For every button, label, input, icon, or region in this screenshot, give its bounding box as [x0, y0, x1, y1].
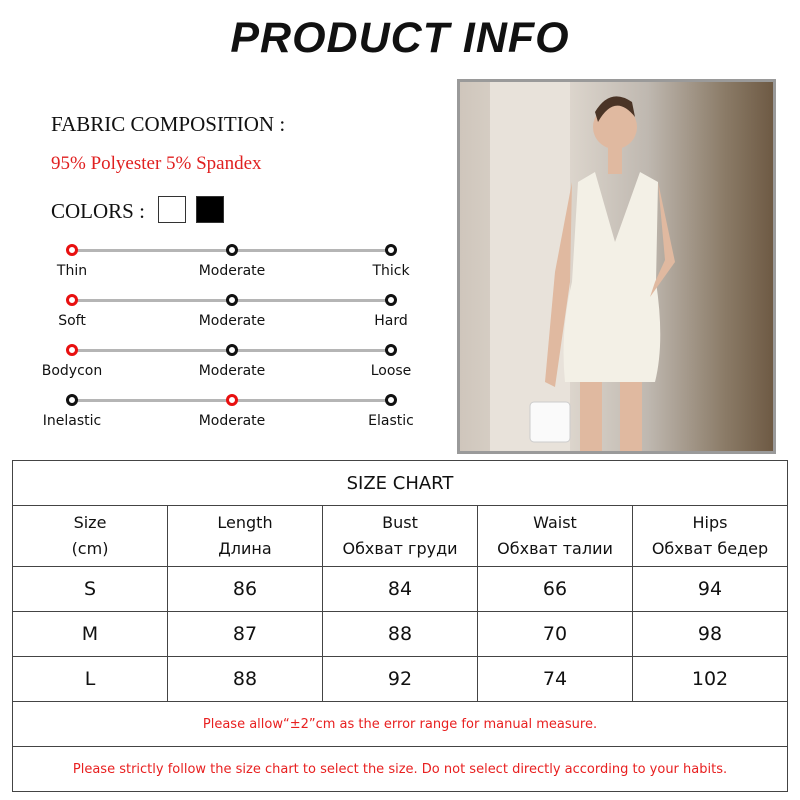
table-cell: S: [13, 567, 168, 612]
header-en: Size: [73, 513, 107, 532]
note-follow-chart: Please strictly follow the size chart to select the size. Do not select directly according to your habits.: [13, 747, 788, 792]
column-header: [323, 506, 478, 567]
header-sub: Обхват бедер: [651, 539, 769, 558]
scale-label: Hard: [374, 313, 408, 329]
table-cell: 92: [323, 657, 478, 702]
scale-label: Moderate: [198, 263, 266, 279]
scale-label: Soft: [58, 313, 86, 329]
attribute-scale: [30, 299, 435, 349]
table-cell: 87: [168, 612, 323, 657]
table-cell: 88: [323, 612, 478, 657]
column-header: [168, 506, 323, 567]
scale-label: Thick: [372, 263, 410, 279]
colors-label: COLORS :: [51, 199, 145, 223]
scale-dot: [66, 394, 78, 406]
note-error-range: Please allow“±2”cm as the error range for manual measure.: [13, 702, 788, 747]
column-header: [13, 506, 168, 567]
table-cell: 84: [323, 567, 478, 612]
table-row: [13, 657, 788, 702]
scale-dot-selected: [226, 394, 238, 406]
page-title: PRODUCT INFO: [230, 14, 570, 62]
size-chart-title: SIZE CHART: [13, 461, 788, 506]
scale-dot: [385, 244, 397, 256]
table-cell: 86: [168, 567, 323, 612]
header-en: Length: [217, 513, 273, 532]
scale-dot: [226, 344, 238, 356]
scale-label: Thin: [56, 263, 88, 279]
model-illustration: [460, 82, 773, 451]
attribute-scale: [30, 249, 435, 299]
size-chart-table: [12, 460, 788, 792]
table-row: [13, 612, 788, 657]
product-photo: [457, 79, 776, 454]
table-cell: 88: [168, 657, 323, 702]
scale-dot-selected: [66, 344, 78, 356]
header-sub: Обхват талии: [497, 539, 613, 558]
scale-label: Moderate: [198, 313, 266, 329]
scale-dot: [385, 344, 397, 356]
column-header: [633, 506, 788, 567]
scale-label: Moderate: [198, 413, 266, 429]
scale-label: Elastic: [368, 413, 414, 429]
fabric-value: 95% Polyester 5% Spandex: [51, 153, 262, 174]
table-row: [13, 567, 788, 612]
scale-dot: [385, 294, 397, 306]
column-header: [478, 506, 633, 567]
header-en: Waist: [533, 513, 577, 532]
header-sub: Обхват груди: [342, 539, 458, 558]
table-cell: 74: [478, 657, 633, 702]
table-cell: 70: [478, 612, 633, 657]
scale-dot-selected: [66, 244, 78, 256]
table-cell: 66: [478, 567, 633, 612]
scale-label: Moderate: [198, 363, 266, 379]
scale-label: Bodycon: [41, 363, 103, 379]
color-swatch-black[interactable]: [196, 196, 224, 223]
scale-dot-selected: [66, 294, 78, 306]
header-en: Bust: [382, 513, 418, 532]
table-cell: 102: [633, 657, 788, 702]
scale-label: Loose: [370, 363, 412, 379]
scale-dot: [226, 244, 238, 256]
header-sub: Длина: [218, 539, 272, 558]
table-cell: 98: [633, 612, 788, 657]
header-sub: (cm): [71, 539, 109, 558]
attribute-scale: [30, 349, 435, 399]
table-cell: L: [13, 657, 168, 702]
color-swatch-white[interactable]: [158, 196, 186, 223]
table-cell: 94: [633, 567, 788, 612]
header-en: Hips: [692, 513, 728, 532]
fabric-label: FABRIC COMPOSITION :: [51, 112, 286, 136]
scale-dot: [385, 394, 397, 406]
attribute-scale: [30, 399, 435, 449]
scale-dot: [226, 294, 238, 306]
table-cell: M: [13, 612, 168, 657]
scale-label: Inelastic: [42, 413, 102, 429]
